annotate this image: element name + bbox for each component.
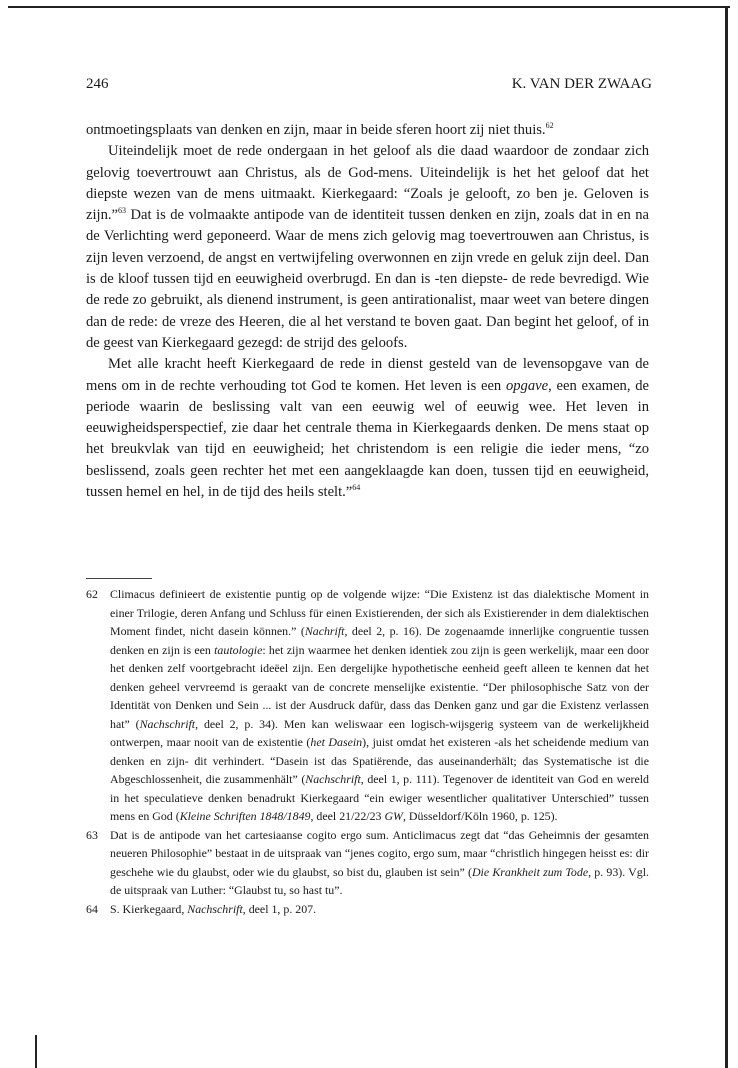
footnote-63: 63 Dat is de antipode van het cartesiaanse cogito ergo sum. Anticlimacus zegt dat “das Geheimnis der gesamten neueren Philosophie” bestaat in de uitspraak van “jenes cogito, ergo sum, maar “christlich hingegen heisst es: dir geschehe wie du glaubst, oder wie du glaubst, so bist du, glauben ist sein” (Die Krankheit zum Tode, p. 93). Vgl. de uitspraak van Luther: “Glaubst tu, so hast tu”.	[86, 827, 649, 897]
paragraph-1: ontmoetingsplaats van denken en zijn, maar in beide sferen hoort zij niet thuis.$^{62}$	[86, 121, 554, 138]
page-header	[86, 76, 652, 93]
footnote-62: 62 Climacus definieert de existentie puntig op de volgende wijze: “Die Existenz ist das dialektische Moment in einer Trilogie, deren Anfang und Schluss für einen Existierenden, der sich als Existierender in dem dialektischen Moment findet, nicht dasein können.” (Nachrift, deel 2, p. 16). De zogenaamde innerlijke congruentie tussen denken en zijn is een tautologie: het zijn waarmee het denken identiek zou zijn is geen werkelijk, maar een door het denken zelf voortgebracht ideëel zijn. Een dergelijke hypothetische eenheid geeft alleen te kennen dat het denken geheel vervreemd is geraakt van de concrete menselijke existentie. “Der philosophische Satz von der Identität von Denken und Sein ... ist der Ausdruck dafür, dass das Denken ganz und gar die Existenz verlassen hat” (Nachschrift, deel 2, p. 34). Men kan weliswaar een logisch-wijsgerig systeem van de werkelijkheid ontwerpen, maar nooit van de existentie (het Dasein), juist omdat het existeren -als het scheidende medium van denken en zijn- dit verhindert. “Dasein ist das Spatiërende, das auseinanderhält; das Systematische ist die Abgeschlossenheit, die zusammenhält” (Nachschrift, deel 1, p. 111). Tegenover de identiteit van God en wereld in het speculatieve denken benadrukt Kierkegaard “ein ewiger wesentlicher qualitativer Unterschied” tussen mens en God (Kleine Schriften 1848/1849, deel 21/22/23 GW, Düsseldorf/Köln 1960, p. 125).	[86, 587, 650, 823]
footnotes	[86, 585, 649, 918]
footnote-ref-62[interactable]: 62	[545, 121, 554, 131]
paragraph-2: Uiteindelijk moet de rede ondergaan in het geloof als die daad waardoor de zondaar zich gelovig toevertrouwt aan Christus, als de God-mens. Uiteindelijk is het het geloof dat het diepste wezen van de mens uitmaakt. Kierkegaard: “Zoals je gelooft, zo ben je. Geloven is zijn.”$^{63}$ Dat is de volmaakte antipode van de identiteit tussen denken en zijn, zoals dat in en na de Verlichting werd geponeerd. Waar de mens zich gelovig mag toevertrouwen aan Christus, is zijn leven verzoend, de angst en vertwijfeling overwonnen en zijn vrede en geluk zijn deel. Dan is de kloof tussen tijd en eeuwigheid overbrugd. En dan is -ten diepste- de rede bevredigd. Wie de rede zo gebruikt, als dienend instrument, is geen antirationalist, maar weet van betere dingen dan de rede: de vreze des Heeren, die al het verstand te boven gaat. Dan begint het geloof, of in de geest van Kierkegaard gezegd: de strijd des geloofs.	[86, 143, 649, 351]
footnote-ref-63[interactable]: 63	[118, 206, 127, 216]
footnote-ref-64[interactable]: 64	[352, 483, 361, 493]
paragraph-3: Met alle kracht heeft Kierkegaard de rede in dienst gesteld van de levensopgave van de mens om in de rechte verhouding tot God te komen. Het leven is een opgave, een examen, de periode waarin de beslissing valt van een eeuwig wel of eeuwig wee. Het leven in eeuwigheidsperspectief, zie daar het centrale thema in Kierkegaards denken. De mens staat op het breukvlak van tijd en eeuwigheid; het christendom is een religie die ieder mens, “zo beslissend, zoals geen rechter het met een aangeklaagde kan doen, tussen tijd en eeuwigheid, tussen hemel en hel, in de tijd des heils stelt.”$^{64}$	[86, 356, 649, 501]
running-head: K. VAN DER ZWAAG	[511, 76, 652, 92]
page-number: 246	[86, 76, 109, 92]
main-text	[86, 120, 649, 503]
footnote-rule	[86, 578, 152, 579]
scan-border-top	[8, 6, 730, 8]
scan-border-left	[35, 1035, 37, 1068]
scan-border-right	[725, 6, 728, 1068]
footnote-64: 64 S. Kierkegaard, Nachschrift, deel 1, p. 207.	[86, 901, 317, 916]
